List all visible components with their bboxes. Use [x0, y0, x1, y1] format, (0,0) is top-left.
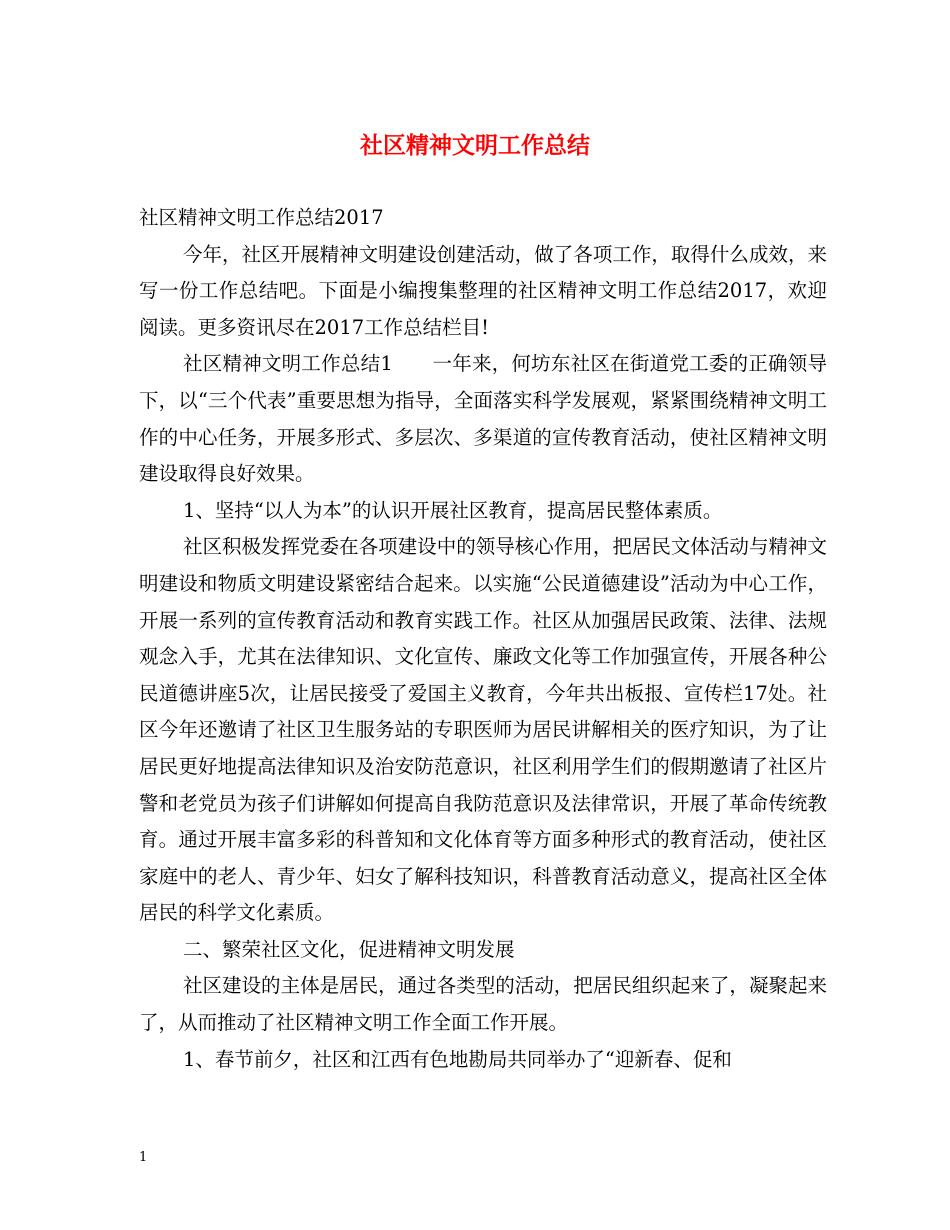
body-paragraph: 1、春节前夕，社区和江西有色地勘局共同举办了“迎新春、促和 — [183, 1047, 732, 1071]
intro-paragraph: 今年，社区开展精神文明建设创建活动，做了各项工作，取得什么成效，来写一份工作总结吧。下面是小编搜集整理的社区精神文明工作总结2017，欢迎阅读。更多资讯尽在2017工作总结栏目! — [139, 242, 827, 339]
section-heading: 1、坚持“以人为本”的认识开展社区教育，提高居民整体素质。 — [183, 498, 723, 522]
body-paragraph: 社区建设的主体是居民，通过各类型的活动，把居民组织起来了，凝聚起来了，从而推动了社区精神文明工作全面工作开展。 — [139, 974, 827, 1035]
section-heading: 二、繁荣社区文化，促进精神文明发展 — [183, 937, 515, 961]
page-number: 1 — [139, 1150, 148, 1165]
document-title: 社区精神文明工作总结 — [360, 133, 590, 159]
subtitle-paragraph: 社区精神文明工作总结2017 — [139, 206, 384, 229]
body-paragraph: 社区积极发挥党委在各项建设中的领导核心作用，把居民文体活动与精神文明建设和物质文明建设紧密结合起来。以实施“公民道德建设”活动为中心工作，开展一系列的宣传教育活动和教育实践工作。社区从加强居民政策、法律、法规观念入手，尤其在法律知识、文化宣传、廉政文化等工作加强宣传，开展各种公民道德讲座5次，让居民接受了爱国主义教育，今年共出板报、宣传栏17处。社区今年还邀请了社区卫生服务站的专职医师为居民讲解相关的医疗知识，为了让居民更好地提高法律知识及治安防范意识，社区利用学生们的假期邀请了社区片警和老党员为孩子们讲解如何提高自我防范意识及法律常识，开展了革命传统教育。通过开展丰富多彩的科普知和文化体育等方面多种形式的教育活动，使社区家庭中的老人、青少年、妇女了解科技知识，科普教育活动意义，提高社区全体居民的科学文化素质。 — [139, 535, 827, 925]
document-body — [139, 200, 827, 1078]
summary-paragraph: 社区精神文明工作总结1 一年来，何坊东社区在街道党工委的正确领导下，以“三个代表”重要思想为指导，全面落实科学发展观，紧紧围绕精神文明工作的中心任务，开展多形式、多层次、多渠道的宣传教育活动，使社区精神文明建设取得良好效果。 — [139, 352, 827, 486]
